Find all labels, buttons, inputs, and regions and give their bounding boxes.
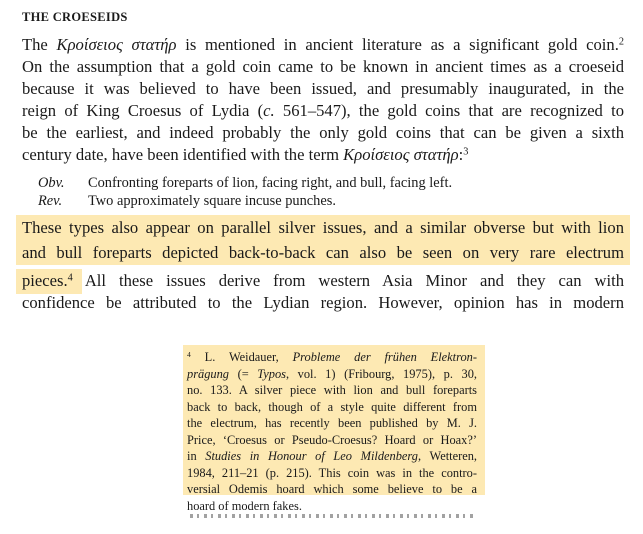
paragraph-1-line-2: On the assumption that a gold coin came to be known in ancient times as a croeseid bbox=[22, 57, 624, 76]
footnote-line-10: hoard of modern fakes. bbox=[187, 498, 302, 513]
type-label: Rev. bbox=[38, 193, 63, 209]
cut-off-text-fragment bbox=[190, 514, 475, 518]
paragraph-2-line-2: and bull foreparts depicted back-to-back can also be seen on very rare electrum bbox=[22, 243, 624, 262]
paragraph-1-line-1: The Κροίσειος στατήρ is mentioned in ancient literature as a significant gold coin.$^2$ bbox=[22, 35, 624, 54]
footnote-line-9: versial Odemis hoard which some believe to be a bbox=[187, 482, 477, 496]
footnote-line-2: prägung (= Typos, vol. 1) (Fribourg, 1975), p. 30, bbox=[187, 366, 478, 381]
paragraph-1-line-6: century date, have been identified with the term Κροίσειος στατήρ:$^3$ bbox=[22, 145, 469, 164]
greek-term: Κροίσειος στατήρ bbox=[343, 145, 459, 164]
footnote-line-8: 1984, 211–21 (p. 215). This coin was in the contro- bbox=[187, 465, 477, 480]
paragraph-2-line-3: pieces.$^4$ All these issues derive from western Asia Minor and they can with bbox=[22, 271, 624, 290]
paragraph-2-line-1: These types also appear on parallel silver issues, and a similar obverse but with lion bbox=[22, 218, 624, 237]
footnote-number: 4 bbox=[187, 349, 191, 359]
paragraph-1-line-5: be the earliest, and indeed probably the only gold coins that can be given a sixth bbox=[22, 123, 624, 142]
footnote-line-1: $^4$ L. Weidauer, Probleme der frühen Elektron- bbox=[187, 349, 478, 364]
type-label: Obv. bbox=[38, 175, 65, 191]
footnote-ref-2: 2 bbox=[618, 36, 624, 48]
footnote-line-7: in Studies in Honour of Leo Mildenberg, Wetteren, bbox=[187, 449, 477, 463]
footnote-line-4: back to back, though of a style quite different from bbox=[187, 399, 477, 414]
paragraph-1-line-4: reign of King Croesus of Lydia (c. 561–547), the gold coins that are recognized to bbox=[22, 101, 624, 120]
section-heading: THE CROESEIDS bbox=[22, 10, 128, 24]
footnote-line-5: the electrum, has recently been published by M. J. bbox=[187, 416, 477, 430]
footnote-line-3: no. 133. A silver piece with lion and bull foreparts bbox=[187, 383, 477, 397]
coin-type-obverse: Obv. Confronting foreparts of lion, facing right, and bull, facing left. bbox=[38, 175, 453, 191]
paragraph-1-line-3: because it was believed to have been issued, and presumably inaugurated, in the bbox=[22, 79, 624, 98]
footnote-line-6: Price, ‘Croesus or Pseudo-Croesus? Hoard or Hoax?’ bbox=[187, 432, 477, 447]
footnote-ref-3: 3 bbox=[463, 146, 469, 158]
footnote-ref-4: 4 bbox=[67, 272, 73, 284]
greek-term: Κροίσειος στατήρ bbox=[56, 35, 177, 54]
coin-type-reverse: Rev. Two approximately square incuse punches. bbox=[38, 193, 336, 209]
paragraph-2-line-4: confidence be attributed to the Lydian region. However, opinion has in modern bbox=[22, 293, 624, 312]
